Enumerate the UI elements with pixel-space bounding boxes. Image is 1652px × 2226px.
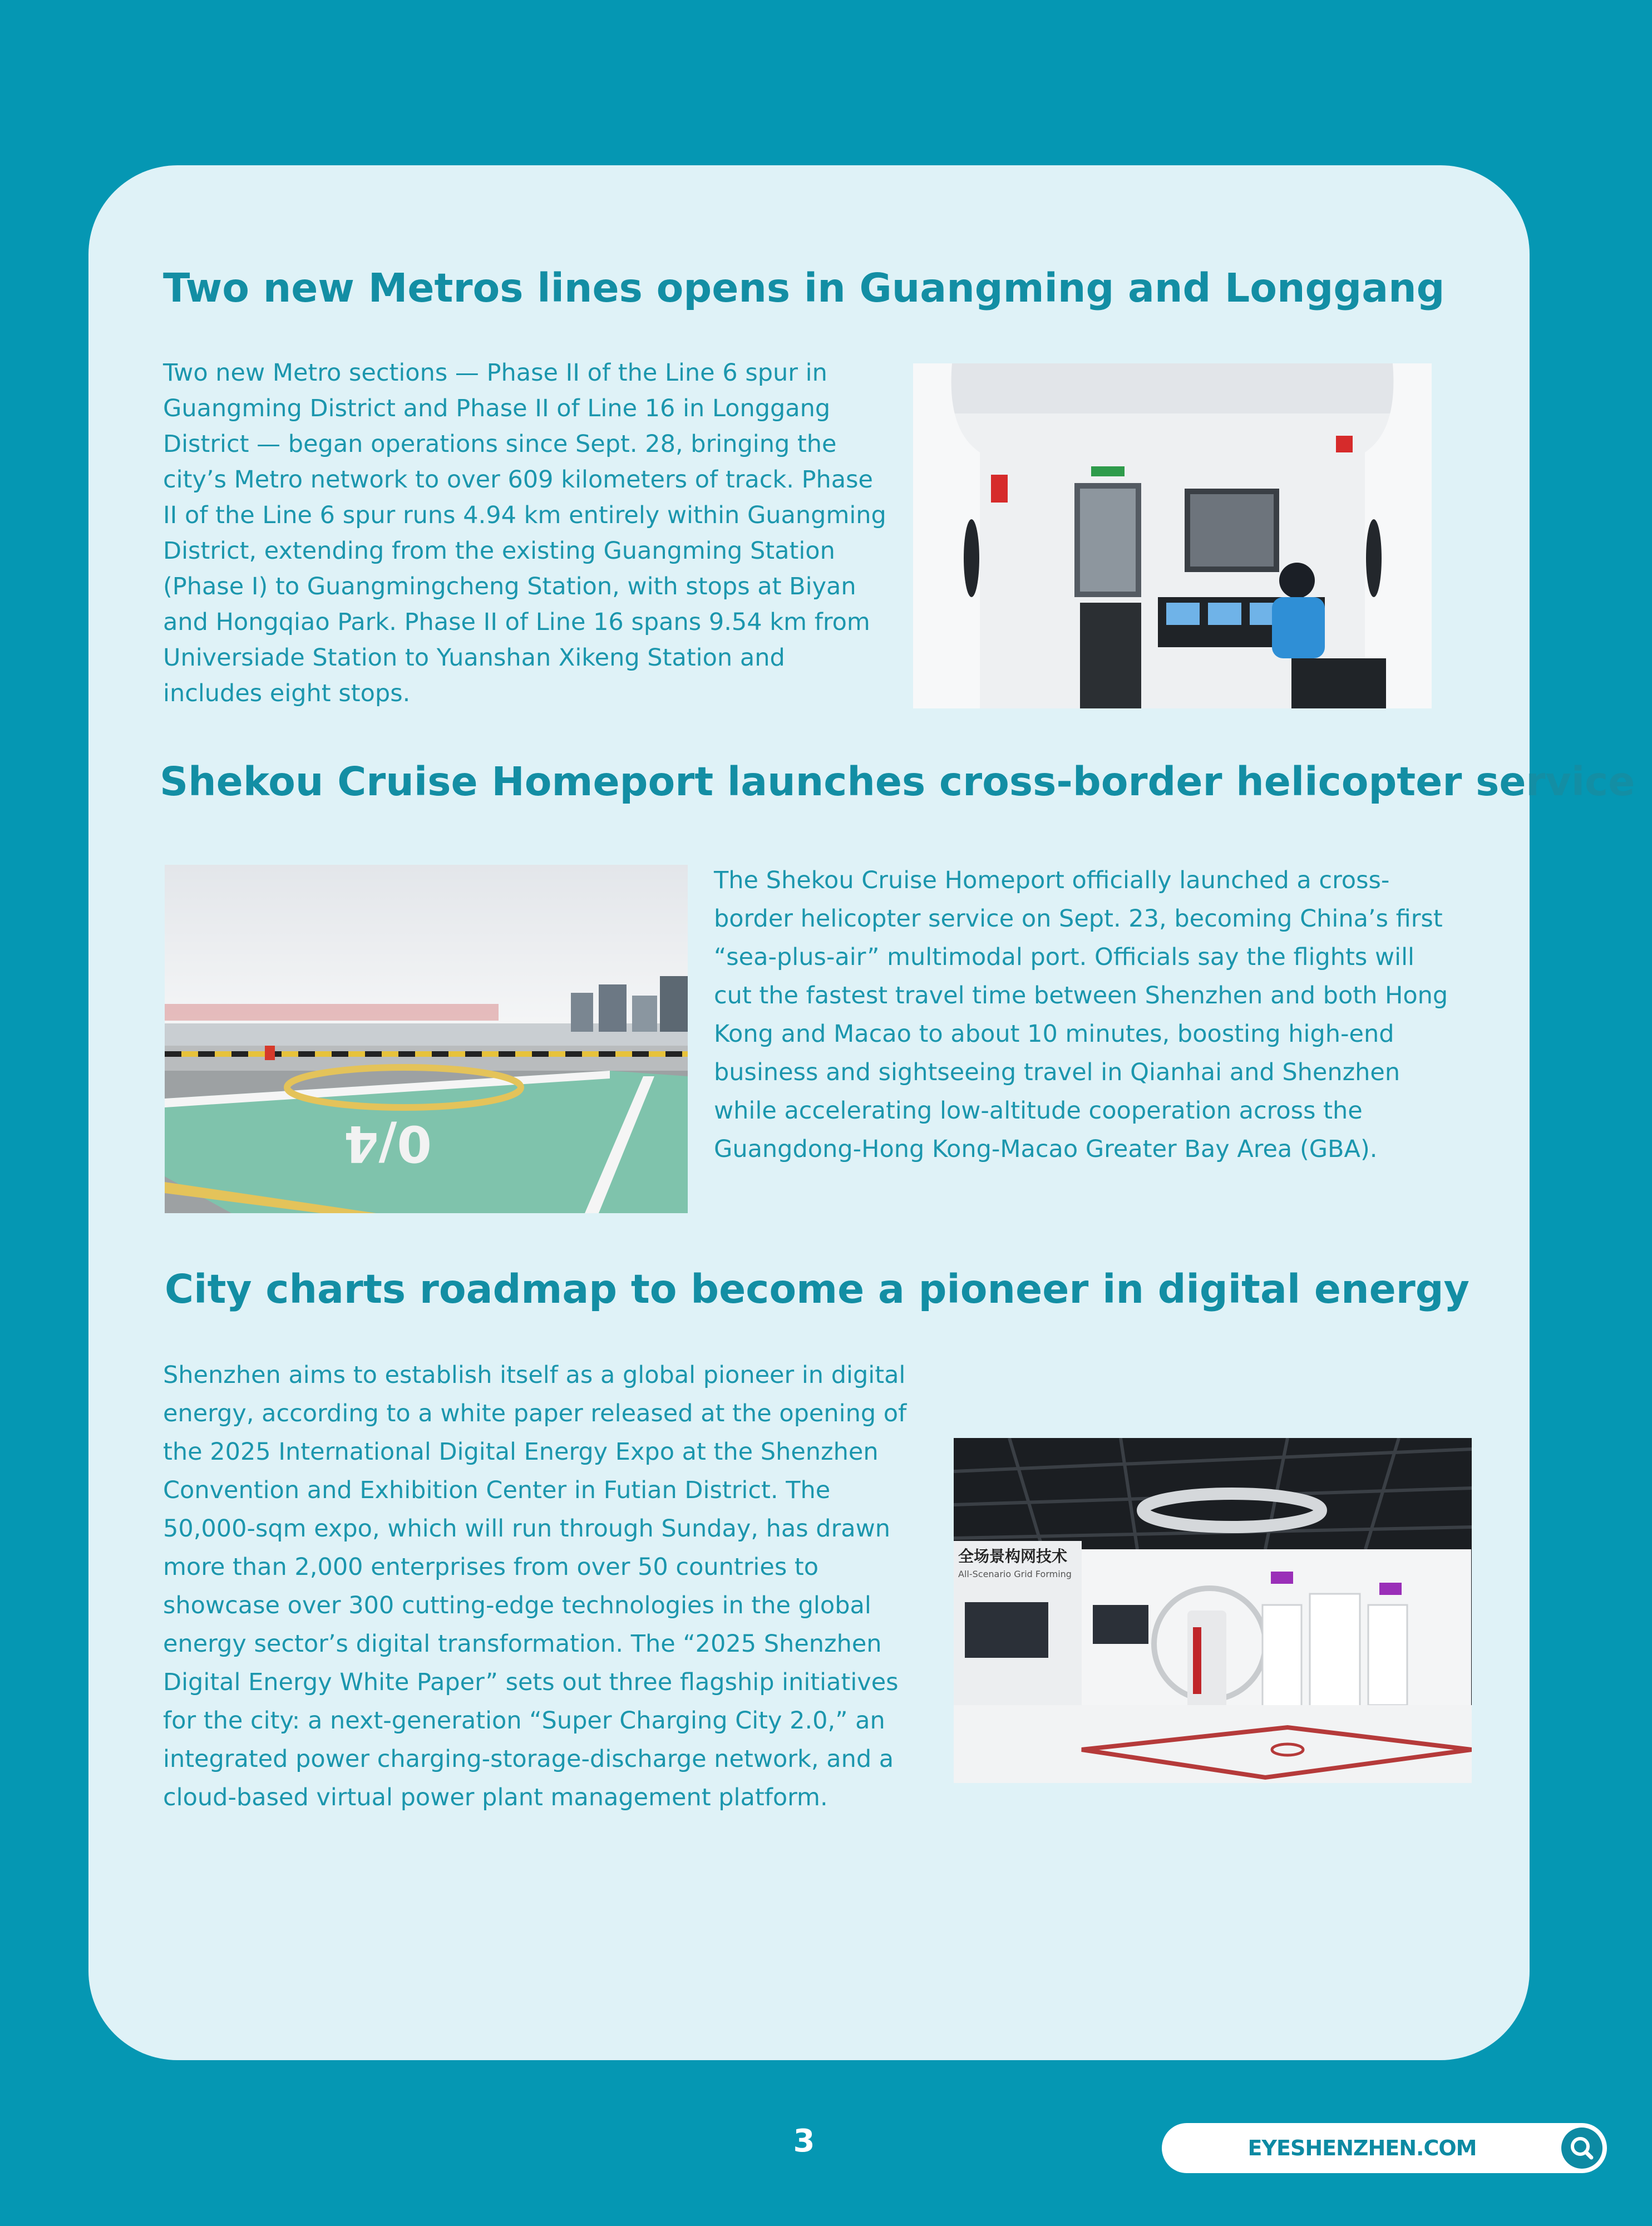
expo-sign-chinese: 全场景构网技术 (958, 1547, 1068, 1565)
body-digital-energy: Shenzhen aims to establish itself as a global pioneer in digital energy, according to a white paper released at the opening of the 2025 International Digital Energy Expo at the Shenzhen Convention and Exhibition Center in Futian District. The 50,000-sqm expo, which will run through Sunday, has drawn more than 2,000 enterprises from over 50 countries to showcase over 300 cutting-edge technologies in the global energy sector’s digital transformation. The “2025 Shenzhen Digital Energy White Paper” sets out three flagship initiatives for the city: a next-generation “Super Charging City 2.0,” an integrated power charging-storage-discharge network, and a cloud-based virtual power plant management platform. (163, 1361, 907, 1811)
svg-text:0/4: 0/4 (343, 1114, 432, 1173)
search-icon[interactable] (1561, 2127, 1602, 2169)
body-metro-lines: Two new Metro sections — Phase II of the Line 6 spur in Guangming District and Phase II of Line 16 in Longgang District — began operations since Sept. 28, bringing the city’s Metro network to over 609 kilometers of track. Phase II of the Line 6 spur runs 4.94 km entirely within Guangming District, extending from the existing Guangming Station (Phase I) to Guangmingcheng Station, with stops at Biyan and Hongqiao Park. Phase II of Line 16 spans 9.54 km from Universiade Station to Yuanshan Xikeng Station and includes eight stops. (163, 359, 886, 707)
headline-digital-energy: City charts roadmap to become a pioneer in digital energy (165, 1266, 1469, 1312)
photo-energy-expo (954, 1438, 1472, 1783)
website-link[interactable]: EYESHENZHEN.COM (1247, 2136, 1477, 2160)
headline-metro-lines: Two new Metros lines opens in Guangming and Longgang (163, 265, 1445, 311)
headline-helicopter-service: Shekou Cruise Homeport launches cross-border helicopter service (160, 759, 1635, 805)
photo-metro-cab (913, 363, 1432, 708)
page-number: 3 (793, 2123, 815, 2159)
expo-sign-english: All-Scenario Grid Forming (958, 1569, 1072, 1579)
body-helicopter-service: The Shekou Cruise Homeport officially launched a cross-border helicopter service on Sept. 23, becoming China’s first “sea-plus-air” multimodal port. Officials say the flights will cut the fastest travel time between Shenzhen and both Hong Kong and Macao to about 10 minutes, boosting high-end business and sightseeing travel in Qianhai and Shenzhen while accelerating low-altitude cooperation across the Guangdong-Hong Kong-Macao Greater Bay Area (GBA). (714, 866, 1448, 1163)
photo-helipad (165, 865, 688, 1213)
website-search-pill[interactable] (1162, 2123, 1607, 2173)
